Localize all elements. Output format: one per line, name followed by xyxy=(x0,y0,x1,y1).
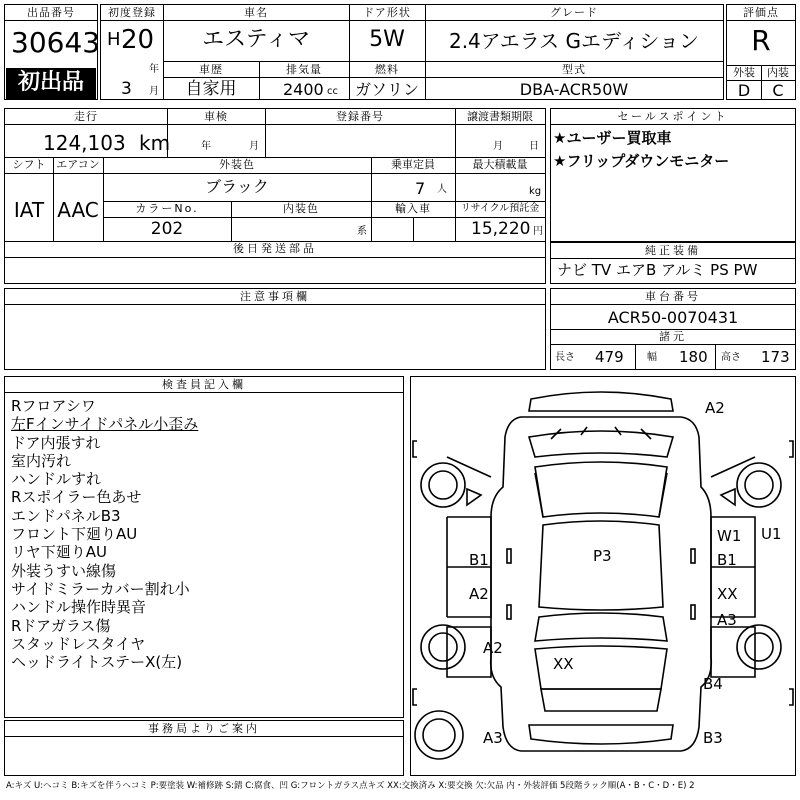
equipment-list: ナビ TV エアB アルミ PS PW xyxy=(557,261,758,279)
recycle-unit: 円 xyxy=(533,226,543,237)
office-notice-label: 事務局よりご案内 xyxy=(148,722,260,735)
remark-line: Rドアガラス傷 xyxy=(11,616,111,635)
sales-point: ★ユーザー買取車 xyxy=(553,129,672,147)
load-label: 最大積載量 xyxy=(472,158,528,171)
door-type: 5W xyxy=(369,27,405,52)
remarks-list xyxy=(11,397,401,671)
inspector-box xyxy=(4,376,404,718)
grade-label: グレード xyxy=(550,6,598,19)
width-label: 幅 xyxy=(647,352,657,363)
transfer-label: 譲渡書類期限 xyxy=(467,110,533,123)
equipment-box xyxy=(550,242,796,284)
vehicle-info-box xyxy=(100,4,724,100)
height: 173 xyxy=(761,348,790,366)
length-label: 長さ xyxy=(555,352,575,363)
history: 自家用 xyxy=(185,79,237,99)
remark-line: サイドミラーカバー割れ小 xyxy=(11,579,190,598)
score-label: 評価点 xyxy=(743,6,779,19)
car-diagram xyxy=(411,377,795,775)
sales-points-box xyxy=(550,108,796,242)
office-notice-box xyxy=(4,720,404,776)
lot-number-label: 出品番号 xyxy=(5,5,97,21)
interior-grade: C xyxy=(772,81,784,100)
recycle-fee: 15,220 xyxy=(471,219,531,239)
inspector-label: 検査員記入欄 xyxy=(162,378,246,391)
door-label: ドア形状 xyxy=(363,6,411,19)
interior-color-unit: 系 xyxy=(357,226,367,237)
capacity: 7 xyxy=(415,179,426,198)
remark-line: Rスポイラー色あせ xyxy=(11,488,142,507)
inspection-month-unit: 月 xyxy=(249,141,259,152)
remark-line: ハンドル操作時異音 xyxy=(11,598,147,617)
remark-line: ドア内張すれ xyxy=(11,433,101,452)
interior-color-label: 内装色 xyxy=(283,202,319,215)
ac: AAC xyxy=(57,198,99,222)
disp-label: 排気量 xyxy=(286,63,322,76)
grade: 2.4アエラス Gエディション xyxy=(448,29,700,53)
inspection-year-unit: 年 xyxy=(201,141,211,152)
equipment-label: 純正装備 xyxy=(645,244,701,257)
load-unit: kg xyxy=(529,186,542,197)
damage-mark: A3 xyxy=(717,611,737,629)
later-parts-label: 後日発送部品 xyxy=(233,242,317,255)
transfer-day-unit: 日 xyxy=(529,141,539,152)
exterior-grade: D xyxy=(737,81,751,100)
import-label: 輸入車 xyxy=(395,202,431,215)
recycle-label: リサイクル預託金 xyxy=(460,203,540,214)
reg-era: H xyxy=(107,29,121,50)
sales-points-label: セールスポイント xyxy=(617,110,729,123)
chassis-label: 車台番号 xyxy=(645,290,701,303)
damage-legend: A:キズ U:ヘコミ B:キズを伴うヘコミ P:要塗装 W:補修跡 S:錆 C:腐食、凹 G:フロントガラス点キズ XX:交換済み X:要交換 欠:欠品 内・外装評価 5段階ラック順(A・B・C・D・E) 2 xyxy=(6,781,695,791)
damage-mark: B1 xyxy=(469,551,489,569)
capacity-unit: 人 xyxy=(437,184,447,195)
remark-line: 左Fインサイドパネル小歪み xyxy=(11,415,199,434)
color-number: 202 xyxy=(150,219,184,239)
mileage-unit: km xyxy=(139,131,171,155)
displacement: 2400 xyxy=(283,80,324,99)
remark-line: ハンドルすれ xyxy=(11,470,102,489)
damage-mark: B3 xyxy=(703,729,723,747)
model-label: 型式 xyxy=(562,63,586,76)
damage-mark: W1 xyxy=(717,527,742,545)
exterior-label: 外装 xyxy=(733,66,755,79)
car-diagram-box xyxy=(410,376,796,776)
height-label: 高さ xyxy=(721,352,741,363)
car-name: エスティマ xyxy=(202,27,310,52)
damage-mark: A2 xyxy=(483,639,503,657)
reg-label: 初度登録 xyxy=(108,6,156,19)
remark-line: Rフロアシワ xyxy=(11,397,96,415)
shift: IAT xyxy=(13,198,45,222)
exterior-color: ブラック xyxy=(205,177,269,196)
damage-mark: A3 xyxy=(483,729,503,747)
reg-month-unit: 月 xyxy=(149,86,159,97)
ac-label: エアコン xyxy=(56,158,100,171)
first-listing-badge: 初出品 xyxy=(6,68,96,99)
length: 479 xyxy=(595,348,624,366)
fuel: ガソリン xyxy=(354,80,419,99)
color-label: 外装色 xyxy=(219,158,255,171)
details-box xyxy=(4,108,546,284)
remark-line: 外装うすい線傷 xyxy=(11,561,117,580)
color-no-label: カラーNo. xyxy=(135,202,199,215)
remark-line: スタッドレスタイヤ xyxy=(11,634,146,653)
remark-line: 室内汚れ xyxy=(11,451,72,470)
damage-mark: P3 xyxy=(593,547,612,565)
history-label: 車歴 xyxy=(199,63,223,76)
remark-line: フロント下廻りAU xyxy=(11,525,138,544)
score-box xyxy=(726,4,796,100)
damage-mark: B4 xyxy=(703,675,723,693)
chassis-number: ACR50-0070431 xyxy=(607,308,739,327)
name-label: 車名 xyxy=(244,6,268,19)
reg-year: 20 xyxy=(121,25,155,55)
mileage-label: 走行 xyxy=(74,110,98,123)
mileage: 124,103 xyxy=(43,131,126,155)
displacement-unit: cc xyxy=(327,86,338,97)
plate-label: 登録番号 xyxy=(336,110,384,123)
inspection-label: 車検 xyxy=(204,110,228,123)
model-code: DBA-ACR50W xyxy=(519,80,629,99)
remark-line: エンドパネルB3 xyxy=(11,506,121,525)
damage-mark: B1 xyxy=(717,551,737,569)
interior-label: 内装 xyxy=(767,66,789,79)
damage-mark: U1 xyxy=(761,525,782,543)
damage-mark: XX xyxy=(717,585,738,603)
dimensions-label: 諸元 xyxy=(659,330,687,343)
damage-mark: A2 xyxy=(705,399,725,417)
transfer-month-unit: 月 xyxy=(493,141,503,152)
shift-label: シフト xyxy=(12,158,46,171)
lot-number: 30643 xyxy=(11,26,101,59)
chassis-box xyxy=(550,288,796,370)
reg-year-unit: 年 xyxy=(149,64,159,75)
reg-month: 3 xyxy=(121,79,132,99)
score: R xyxy=(751,24,771,57)
notes-box xyxy=(4,288,546,370)
width: 180 xyxy=(679,348,708,366)
damage-mark: A2 xyxy=(469,585,489,603)
lot-number-box xyxy=(4,4,101,100)
fuel-label: 燃料 xyxy=(375,63,399,76)
notes-label: 注意事項欄 xyxy=(240,290,310,303)
remark-line: ヘッドライトステーX(左) xyxy=(11,653,183,672)
damage-mark: XX xyxy=(553,655,574,673)
sales-point: ★フリップダウンモニター xyxy=(553,152,730,170)
remark-line: リヤ下廻りAU xyxy=(11,543,107,562)
capacity-label: 乗車定員 xyxy=(391,158,435,171)
